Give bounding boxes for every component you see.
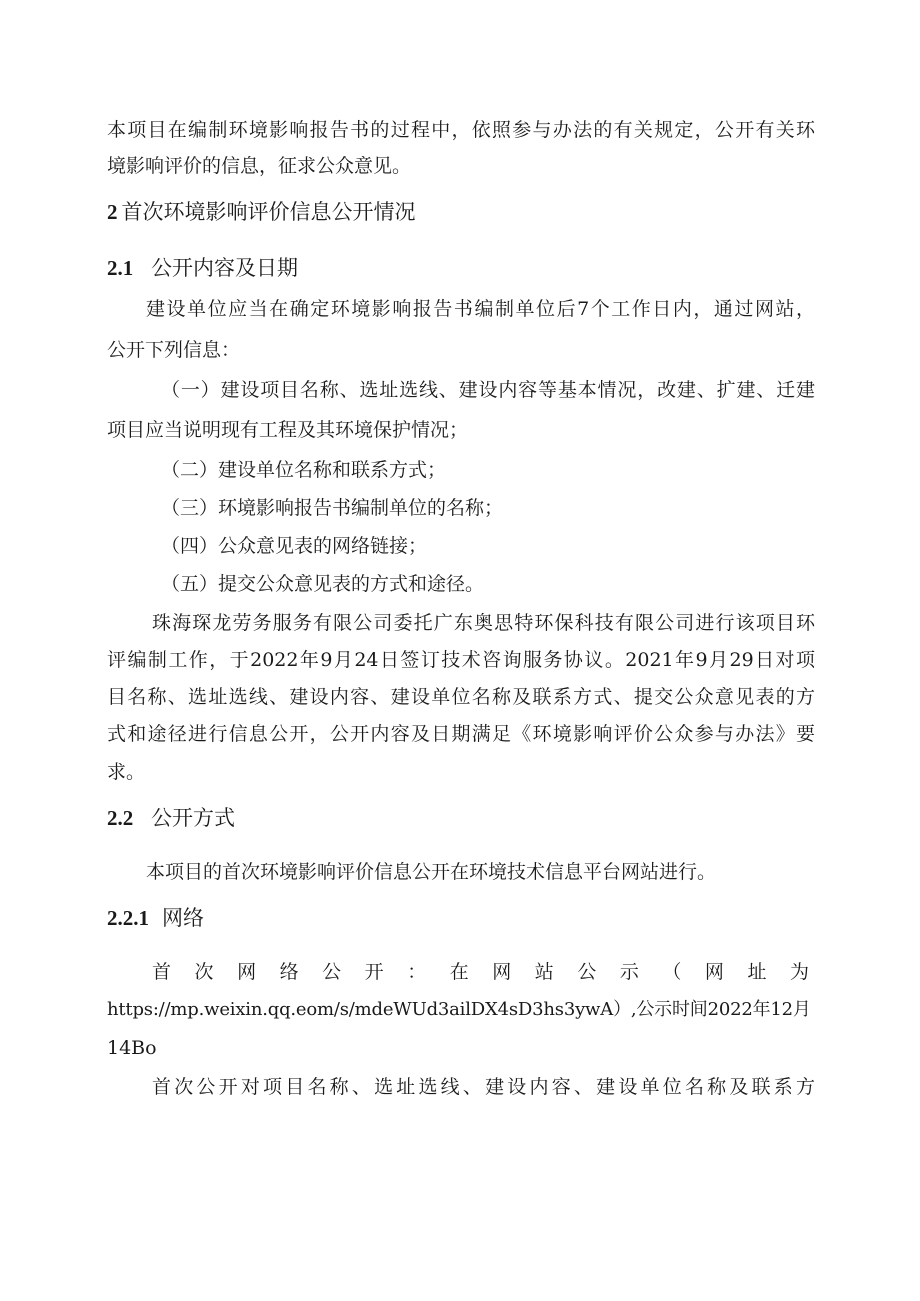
list-item-3: （三）环境影响报告书编制单位的名称；: [161, 497, 504, 519]
section-2-1-heading: [107, 256, 298, 280]
section-2-1-para2-line-5: 求。: [107, 761, 146, 783]
section-2-2-1-para1-line-2: https://mp.weixin.qq.eom/s/mdeWUd3ailDX4sD3hs3ywA）,公示时间2022年12月: [107, 999, 811, 1020]
section-2-2-1-para2-line-1: 首次公开对项目名称、选址选线、建设内容、建设单位名称及联系方: [152, 1076, 815, 1098]
list-item-4: （四）公众意见表的网络链接；: [161, 535, 428, 557]
section-2-2-heading: [107, 806, 235, 830]
section-2-1-para2-line-2: 评编制工作，于2022年9月24日签订技术咨询服务协议。2021年9月29日对项: [107, 649, 815, 671]
section-2-1-para1-line-1: 建设单位应当在确定环境影响报告书编制单位后7个工作日内，通过网站，: [146, 298, 815, 320]
section-2-2-para: 本项目的首次环境影响评价信息公开在环境技术信息平台网站进行。: [146, 861, 717, 883]
section-2-1-para1-line-2: 公开下列信息：: [107, 339, 241, 361]
section-2-1-para2-line-3: 目名称、选址选线、建设内容、建设单位名称及联系方式、提交公众意见表的方: [107, 686, 815, 708]
section-2-2-1-title: 网络: [162, 906, 204, 930]
section-2-1-para2-line-1: 珠海琛龙劳务服务有限公司委托广东奥思特环保科技有限公司进行该项目环: [152, 612, 815, 634]
list-item-1-line-1: （一）建设项目名称、选址选线、建设内容等基本情况，改建、扩建、迁建: [161, 379, 815, 401]
section-2-1-number: 2.1: [107, 256, 134, 280]
section-2-number: 2: [107, 200, 118, 224]
section-2-heading: [107, 200, 416, 224]
list-item-2: （二）建设单位名称和联系方式；: [161, 459, 447, 481]
section-2-title: 首次环境影响评价信息公开情况: [121, 200, 416, 224]
intro-line-2: 境影响评价的信息，征求公众意见。: [107, 155, 412, 177]
section-2-2-number: 2.2: [107, 806, 134, 830]
section-2-1-para2-line-4: 式和途径进行信息公开，公开内容及日期满足《环境影响评价公众参与办法》要: [107, 723, 815, 745]
section-2-2-title: 公开方式: [151, 806, 235, 830]
section-2-2-1-heading: [107, 906, 204, 930]
section-2-2-1-para1-line-3: 14Bo: [107, 1037, 157, 1059]
section-2-2-1-number: 2.2.1: [107, 906, 149, 930]
section-2-1-title: 公开内容及日期: [151, 256, 298, 280]
list-item-1-line-2: 项目应当说明现有工程及其环境保护情况；: [107, 419, 469, 441]
section-2-2-1-para1-line-1: 首次网络公开：在网站公示（网址为: [152, 961, 815, 983]
intro-line-1: 本项目在编制环境影响报告书的过程中，依照参与办法的有关规定，公开有关环: [107, 119, 815, 141]
list-item-5: （五）提交公众意见表的方式和途径。: [161, 573, 485, 595]
